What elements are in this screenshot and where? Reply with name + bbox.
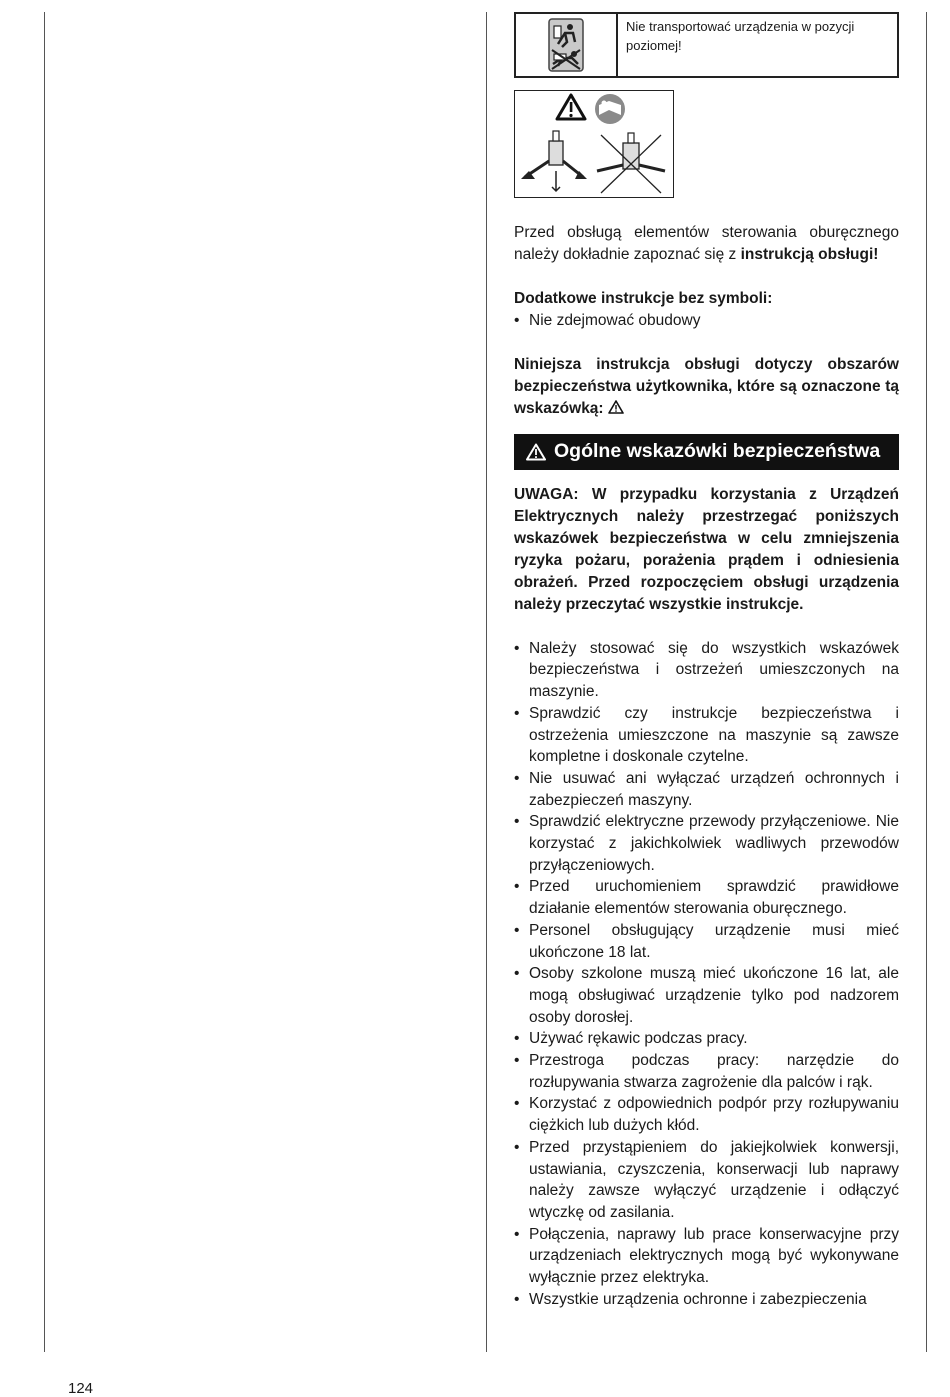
warning-triangle-icon (526, 443, 546, 461)
scope-note (514, 354, 899, 420)
list-item: • Przed przystąpieniem do jakiejkolwiek konwersji, ustawiania, czyszczenia, konserwacji lub naprawy należy zawsze wyłączyć urządzenie i odłączyć wtyczkę od zasilania. (514, 1137, 899, 1224)
list-item: • Przestroga podczas pracy: narzędzie do rozłupywania stwarza zagrożenie dla palców i rąk. (514, 1050, 899, 1093)
notice-icon-cell (516, 14, 618, 76)
intro-paragraph (514, 222, 899, 266)
crossed-out-operation-icon (597, 133, 665, 193)
section-banner (514, 434, 899, 470)
right-column (514, 12, 899, 1311)
list-item: • Używać rękawic podczas pracy. (514, 1028, 899, 1050)
read-manual-icon (595, 94, 625, 124)
safety-list (514, 638, 899, 1311)
list-item: • Nie usuwać ani wyłączać urządzeń ochronnych i zabezpieczeń maszyny. (514, 768, 899, 811)
extra-instructions-heading: Dodatkowe instrukcje bez symboli: (514, 290, 773, 307)
list-item: • Połączenia, naprawy lub prace konserwacyjne przy urządzeniach elektrycznych mogą być wykonywane wyłącznie przez elektryka. (514, 1224, 899, 1289)
no-horizontal-transport-icon (548, 18, 584, 72)
two-hand-control-icon (521, 131, 587, 191)
notice-table (514, 12, 899, 78)
list-item: • Korzystać z odpowiednich podpór przy rozłupywaniu ciężkich lub dużych kłód. (514, 1093, 899, 1136)
list-item: • Osoby szkolone muszą mieć ukończone 16 lat, ale mogą obsługiwać urządzenie tylko pod nadzorem osoby dorosłej. (514, 963, 899, 1028)
section-title: Ogólne wskazówki bezpieczeństwa (554, 440, 881, 463)
extra-instructions-list (514, 310, 899, 332)
operation-illustration (514, 90, 674, 198)
intro-text: Przed obsługą elementów sterowania oburęcznego należy dokładnie zapoznać się z (514, 224, 899, 263)
intro-bold: instrukcją obsługi! (740, 246, 879, 263)
list-item: • Sprawdzić czy instrukcje bezpieczeństwa i ostrzeżenia umieszczone na maszynie są zawsze kompletne i doskonale czytelne. (514, 703, 899, 768)
warning-triangle-icon (557, 95, 585, 119)
list-item: • Należy stosować się do wszystkich wskazówek bezpieczeństwa i ostrzeżeń umieszczonych na maszynie. (514, 638, 899, 703)
column-divider-line (486, 12, 487, 1352)
list-item: • Nie zdejmować obudowy (514, 310, 899, 332)
right-margin-line (926, 12, 927, 1352)
notice-text: Nie transportować urządzenia w pozycji poziomej! (626, 19, 855, 53)
list-item: • Wszystkie urządzenia ochronne i zabezpieczenia (514, 1289, 899, 1311)
scope-note-text: Niniejsza instrukcja obsługi dotyczy obszarów bezpieczeństwa użytkownika, które są oznaczone tą wskazówką: (514, 355, 899, 417)
list-item: • Sprawdzić elektryczne przewody przyłączeniowe. Nie korzystać z jakichkolwiek wadliwych przewodów przyłączeniowych. (514, 811, 899, 876)
list-item: • Przed uruchomieniem sprawdzić prawidłowe działanie elementów sterowania oburęcznego. (514, 876, 899, 919)
warning-triangle-icon (608, 400, 624, 414)
left-margin-line (44, 12, 45, 1352)
list-item: • Personel obsługujący urządzenie musi mieć ukończone 18 lat. (514, 920, 899, 963)
warning-paragraph: UWAGA: W przypadku korzystania z Urządzeń Elektrycznych należy przestrzegać poniższych wskazówek bezpieczeństwa w celu zmniejszenia ryzyka pożaru, porażenia prądem i odniesienia obrażeń. Przed rozpoczęciem obsługi urządzenia należy przeczytać wszystkie instrukcje. (514, 485, 899, 613)
page-number: 124 (68, 1380, 94, 1397)
